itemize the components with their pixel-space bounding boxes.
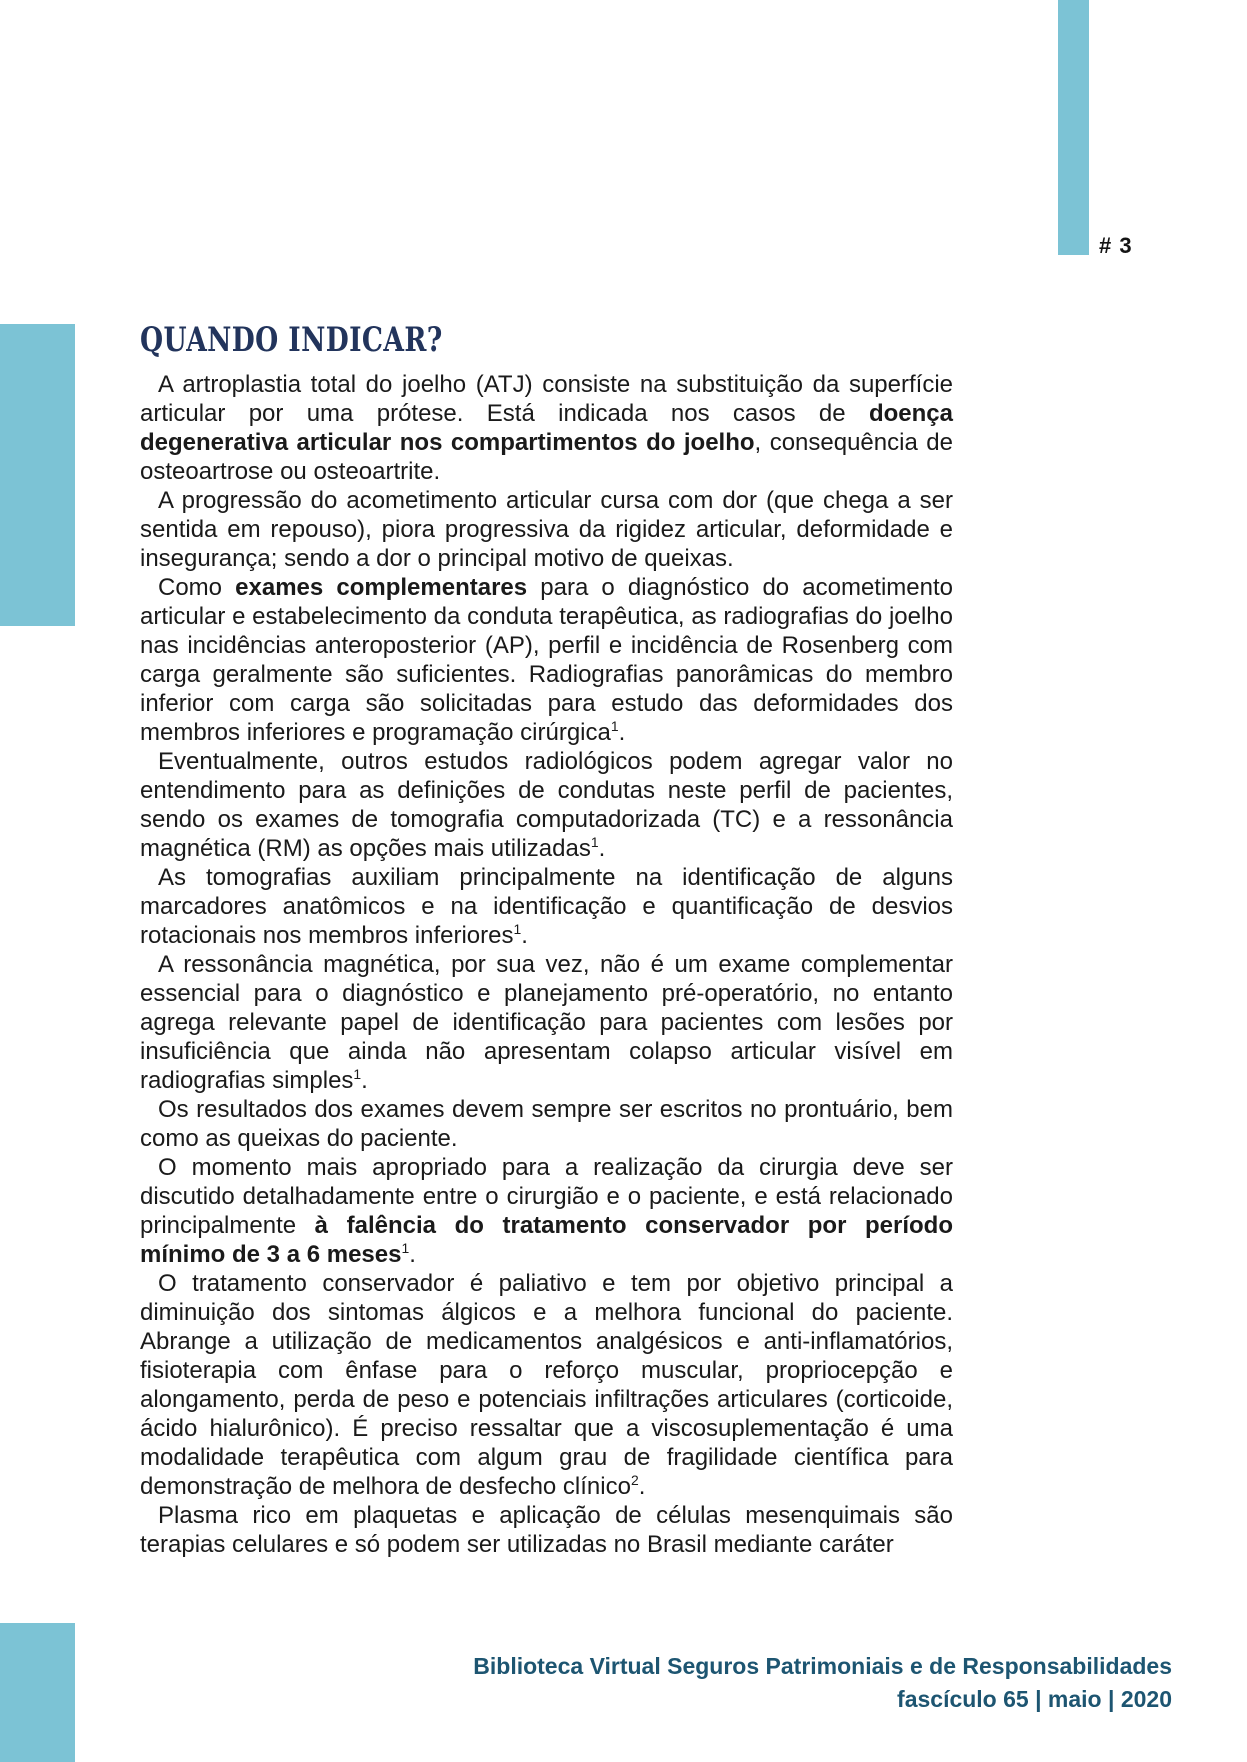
paragraph: O tratamento conservador é paliativo e tem por objetivo principal a diminuição dos sintomas álgicos e a melhora funcional do paciente. Abrange a utilização de medicamentos analgésicos e anti-inflamatórios, fisioterapia com ênfase para o reforço muscular, propriocepção e alongamento, perda de peso e potenciais infiltrações articulares (corticoide, ácido hialurônico). É preciso ressaltar que a viscosuplementação é uma modalidade terapêutica com algum grau de fragilidade científica para demonstração de melhora de desfecho clínico$^2$.	[140, 1270, 953, 1500]
paragraph: Plasma rico em plaquetas e aplicação de células mesenquimais são terapias celulares e só podem ser utilizadas no Brasil mediante caráter	[140, 1502, 953, 1558]
paragraph: Os resultados dos exames devem sempre ser escritos no prontuário, bem como as queixas do paciente.	[140, 1096, 953, 1152]
paragraph: Como exames complementares para o diagnóstico do acometimento articular e estabelecimento da conduta terapêutica, as radiografias do joelho nas incidências anteroposterior (AP), perfil e incidência de Rosenberg com carga geralmente são suficientes. Radiografias panorâmicas do membro inferior com carga são solicitadas para estudo das deformidades dos membros inferiores e programação cirúrgica$^1$.	[140, 574, 954, 746]
bottom-left-accent-bar	[0, 1623, 75, 1762]
paragraph: O momento mais apropriado para a realização da cirurgia deve ser discutido detalhadamente entre o cirurgião e o paciente, e está relacionado principalmente à falência do tratamento conservador por período mínimo de 3 a 6 meses$^1$.	[140, 1154, 953, 1268]
paragraph: A artroplastia total do joelho (ATJ) consiste na substituição da superfície articular por uma prótese. Está indicada nos casos de doença degenerativa articular nos compartimentos do joelho, consequência de osteoartrose ou osteoartrite.	[140, 371, 953, 485]
article-body	[140, 370, 953, 1559]
paragraph: As tomografias auxiliam principalmente na identificação de alguns marcadores anatômicos e na identificação e quantificação de desvios rotacionais nos membros inferiores$^1$.	[140, 864, 953, 949]
paragraph: A ressonância magnética, por sua vez, não é um exame complementar essencial para o diagnóstico e planejamento pré-operatório, no entanto agrega relevante papel de identificação para pacientes com lesões por insuficiência que ainda não apresentam colapso articular visível em radiografias simples$^1$.	[140, 951, 953, 1094]
page-number: # 3	[1099, 233, 1133, 258]
article	[140, 322, 953, 1559]
left-accent-bar	[0, 324, 75, 626]
paragraph: Eventualmente, outros estudos radiológicos podem agregar valor no entendimento para as definições de condutas neste perfil de pacientes, sendo os exames de tomografia computadorizada (TC) e a ressonância magnética (RM) as opções mais utilizadas$^1$.	[140, 748, 953, 862]
page-footer	[473, 1650, 1172, 1716]
paragraph: A progressão do acometimento articular cursa com dor (que chega a ser sentida em repouso), piora progressiva da rigidez articular, deformidade e insegurança; sendo a dor o principal motivo de queixas.	[140, 487, 953, 572]
top-right-accent-bar	[1058, 0, 1089, 255]
footer-issue-info: fascículo 65 | maio | 2020	[897, 1686, 1172, 1712]
footer-publication-title: Biblioteca Virtual Seguros Patrimoniais e de Responsabilidades	[473, 1653, 1172, 1679]
article-title: QUANDO INDICAR?	[140, 320, 443, 360]
